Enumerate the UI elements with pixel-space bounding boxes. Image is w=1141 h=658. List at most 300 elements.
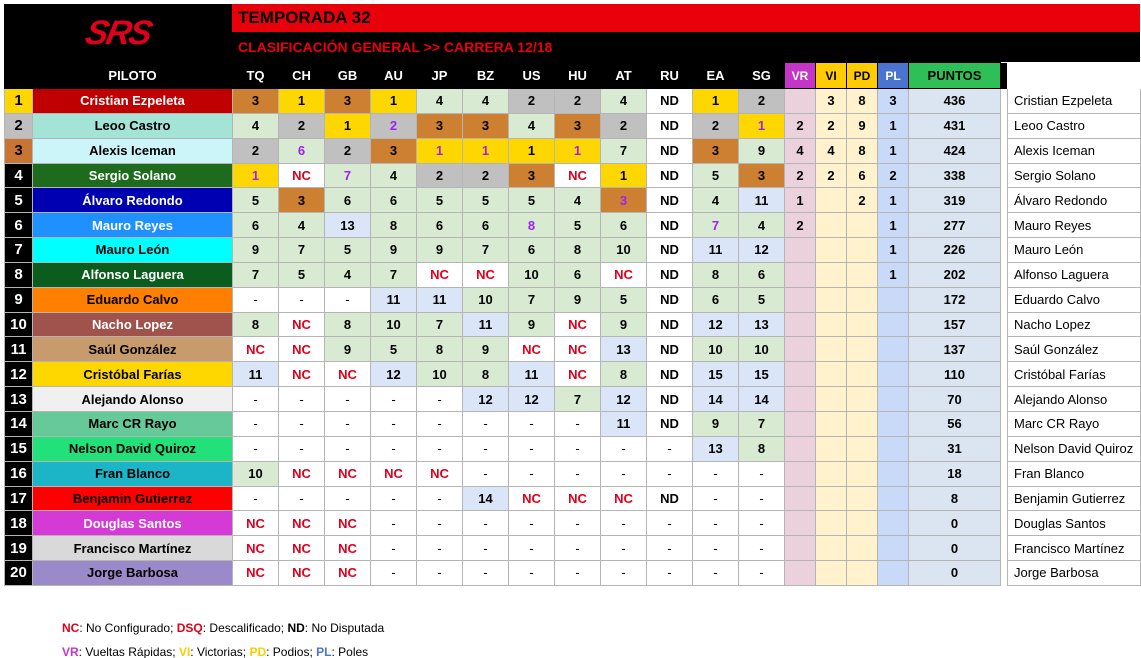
result-au: - — [371, 387, 417, 412]
poles-count: 1 — [878, 188, 909, 213]
wins-count — [816, 287, 847, 312]
podiums-count: 6 — [847, 163, 878, 188]
result-jp: 11 — [417, 287, 463, 312]
result-ru: ND — [647, 287, 693, 312]
result-tq: 2 — [233, 138, 279, 163]
result-us: 1 — [509, 138, 555, 163]
podiums-count — [847, 486, 878, 511]
table-row — [5, 163, 1141, 188]
driver-name: Álvaro Redondo — [33, 188, 233, 213]
result-ch: NC — [279, 312, 325, 337]
driver-name: Nacho Lopez — [33, 312, 233, 337]
result-sg: 13 — [739, 312, 785, 337]
standings-body — [5, 89, 1141, 586]
result-au: 5 — [371, 337, 417, 362]
driver-name: Leoo Castro — [33, 113, 233, 138]
driver-name: Alejando Alonso — [33, 387, 233, 412]
legend-abbr: DSQ — [176, 621, 203, 635]
fastest-laps-count — [785, 89, 816, 114]
result-tq: - — [233, 387, 279, 412]
result-tq: - — [233, 436, 279, 461]
col-race-gb: GB — [325, 63, 371, 89]
result-au: 2 — [371, 113, 417, 138]
result-ru: ND — [647, 238, 693, 263]
result-hu: - — [555, 411, 601, 436]
poles-count: 3 — [878, 89, 909, 114]
result-at: 10 — [601, 238, 647, 263]
points-total: 319 — [909, 188, 1001, 213]
result-at: 1 — [601, 163, 647, 188]
result-us: - — [509, 536, 555, 561]
result-tq: - — [233, 411, 279, 436]
result-tq: NC — [233, 561, 279, 586]
legend-abbr: VI — [178, 645, 191, 658]
result-ea: 1 — [693, 89, 739, 114]
table-row — [5, 312, 1141, 337]
driver-name: Cristian Ezpeleta — [33, 89, 233, 114]
position-cell: 13 — [5, 387, 33, 412]
result-tq: NC — [233, 337, 279, 362]
result-hu: - — [555, 536, 601, 561]
table-row — [5, 387, 1141, 412]
result-ch: - — [279, 287, 325, 312]
fastest-laps-count — [785, 486, 816, 511]
result-jp: 3 — [417, 113, 463, 138]
legend — [62, 616, 384, 658]
wins-count: 3 — [816, 89, 847, 114]
position-cell: 19 — [5, 536, 33, 561]
table-row — [5, 188, 1141, 213]
wins-count — [816, 213, 847, 238]
points-total: 431 — [909, 113, 1001, 138]
result-au: 8 — [371, 213, 417, 238]
result-ru: ND — [647, 163, 693, 188]
col-race-ea: EA — [693, 63, 739, 89]
points-total: 226 — [909, 238, 1001, 263]
result-us: NC — [509, 486, 555, 511]
result-gb: 6 — [325, 188, 371, 213]
points-total: 436 — [909, 89, 1001, 114]
result-ch: 2 — [279, 113, 325, 138]
position-cell: 16 — [5, 461, 33, 486]
podiums-count — [847, 461, 878, 486]
podiums-count — [847, 238, 878, 263]
fastest-laps-count — [785, 337, 816, 362]
result-ea: 12 — [693, 312, 739, 337]
position-cell: 8 — [5, 262, 33, 287]
result-ch: 1 — [279, 89, 325, 114]
poles-count: 1 — [878, 262, 909, 287]
driver-name: Benjamin Gutierrez — [33, 486, 233, 511]
result-gb: 9 — [325, 337, 371, 362]
poles-count — [878, 287, 909, 312]
result-sg: 6 — [739, 262, 785, 287]
col-vr: VR — [785, 63, 816, 89]
result-us: 8 — [509, 213, 555, 238]
legend-desc: : Podios; — [266, 645, 317, 658]
result-jp: 7 — [417, 312, 463, 337]
points-total: 424 — [909, 138, 1001, 163]
driver-name: Alexis Iceman — [33, 138, 233, 163]
table-row — [5, 113, 1141, 138]
result-sg: 14 — [739, 387, 785, 412]
result-gb: 8 — [325, 312, 371, 337]
result-ea: - — [693, 536, 739, 561]
fastest-laps-count: 4 — [785, 138, 816, 163]
driver-name-repeat: Mauro León — [1008, 238, 1141, 263]
result-hu: 6 — [555, 262, 601, 287]
result-us: 4 — [509, 113, 555, 138]
result-sg: 1 — [739, 113, 785, 138]
wins-count — [816, 188, 847, 213]
col-race-sg: SG — [739, 63, 785, 89]
result-bz: 3 — [463, 113, 509, 138]
position-cell: 7 — [5, 238, 33, 263]
driver-name-repeat: Benjamin Gutierrez — [1008, 486, 1141, 511]
result-au: - — [371, 411, 417, 436]
result-gb: NC — [325, 511, 371, 536]
result-hu: 2 — [555, 89, 601, 114]
driver-name-repeat: Sergio Solano — [1008, 163, 1141, 188]
driver-name-repeat: Álvaro Redondo — [1008, 188, 1141, 213]
table-row — [5, 461, 1141, 486]
result-hu: NC — [555, 362, 601, 387]
result-hu: 3 — [555, 113, 601, 138]
result-tq: 8 — [233, 312, 279, 337]
result-ru: ND — [647, 113, 693, 138]
legend-desc: : No Configurado; — [79, 621, 177, 635]
result-ru: - — [647, 536, 693, 561]
poles-count — [878, 337, 909, 362]
result-sg: - — [739, 561, 785, 586]
result-ru: ND — [647, 486, 693, 511]
wins-count — [816, 561, 847, 586]
col-race-jp: JP — [417, 63, 463, 89]
result-hu: 7 — [555, 387, 601, 412]
fastest-laps-count — [785, 461, 816, 486]
fastest-laps-count — [785, 238, 816, 263]
result-ch: 6 — [279, 138, 325, 163]
result-bz: 8 — [463, 362, 509, 387]
wins-count: 4 — [816, 138, 847, 163]
result-at: 2 — [601, 113, 647, 138]
position-cell: 20 — [5, 561, 33, 586]
wins-count — [816, 262, 847, 287]
result-us: - — [509, 411, 555, 436]
result-au: - — [371, 511, 417, 536]
result-ru: - — [647, 561, 693, 586]
result-hu: NC — [555, 486, 601, 511]
legend-line-stats — [62, 640, 384, 658]
podiums-count: 2 — [847, 188, 878, 213]
wins-count — [816, 411, 847, 436]
position-cell: 12 — [5, 362, 33, 387]
result-ea: 7 — [693, 213, 739, 238]
driver-name: Eduardo Calvo — [33, 287, 233, 312]
legend-line-results — [62, 616, 384, 640]
legend-abbr: ND — [287, 621, 305, 635]
result-tq: 4 — [233, 113, 279, 138]
result-hu: NC — [555, 163, 601, 188]
result-jp: 6 — [417, 213, 463, 238]
result-au: 3 — [371, 138, 417, 163]
legend-abbr: VR — [62, 645, 79, 658]
result-us: 6 — [509, 238, 555, 263]
podiums-count — [847, 387, 878, 412]
col-race-ch: CH — [279, 63, 325, 89]
points-total: 70 — [909, 387, 1001, 412]
result-jp: 10 — [417, 362, 463, 387]
points-total: 31 — [909, 436, 1001, 461]
result-gb: - — [325, 387, 371, 412]
result-at: 9 — [601, 312, 647, 337]
result-at: 7 — [601, 138, 647, 163]
result-ru: ND — [647, 411, 693, 436]
wins-count — [816, 536, 847, 561]
result-au: 7 — [371, 262, 417, 287]
result-ru: ND — [647, 362, 693, 387]
result-gb: - — [325, 411, 371, 436]
result-ch: NC — [279, 536, 325, 561]
fastest-laps-count: 2 — [785, 213, 816, 238]
points-total: 137 — [909, 337, 1001, 362]
driver-name-repeat: Nacho Lopez — [1008, 312, 1141, 337]
result-gb: 4 — [325, 262, 371, 287]
table-row — [5, 436, 1141, 461]
result-gb: - — [325, 287, 371, 312]
fastest-laps-count — [785, 312, 816, 337]
result-hu: 1 — [555, 138, 601, 163]
result-at: - — [601, 436, 647, 461]
result-jp: - — [417, 411, 463, 436]
result-hu: - — [555, 561, 601, 586]
driver-name-repeat: Marc CR Rayo — [1008, 411, 1141, 436]
result-tq: 11 — [233, 362, 279, 387]
result-au: 11 — [371, 287, 417, 312]
result-sg: 12 — [739, 238, 785, 263]
fastest-laps-count — [785, 362, 816, 387]
result-sg: - — [739, 486, 785, 511]
result-ea: 3 — [693, 138, 739, 163]
result-sg: 5 — [739, 287, 785, 312]
col-piloto: PILOTO — [33, 63, 233, 89]
result-gb: 1 — [325, 113, 371, 138]
result-ru: ND — [647, 213, 693, 238]
result-tq: NC — [233, 511, 279, 536]
result-bz: 1 — [463, 138, 509, 163]
poles-count — [878, 536, 909, 561]
result-hu: NC — [555, 337, 601, 362]
table-row — [5, 411, 1141, 436]
result-ru: ND — [647, 387, 693, 412]
result-ea: - — [693, 461, 739, 486]
result-jp: - — [417, 486, 463, 511]
result-jp: 1 — [417, 138, 463, 163]
table-row — [5, 138, 1141, 163]
table-row — [5, 362, 1141, 387]
wins-count: 2 — [816, 163, 847, 188]
poles-count — [878, 411, 909, 436]
result-au: 4 — [371, 163, 417, 188]
result-ch: 7 — [279, 238, 325, 263]
season-title: TEMPORADA 32 — [232, 4, 1140, 32]
result-ch: - — [279, 486, 325, 511]
poles-count — [878, 561, 909, 586]
points-total: 18 — [909, 461, 1001, 486]
result-ru: - — [647, 461, 693, 486]
result-ea: 10 — [693, 337, 739, 362]
result-gb: NC — [325, 536, 371, 561]
table-row — [5, 213, 1141, 238]
result-bz: - — [463, 436, 509, 461]
result-au: - — [371, 436, 417, 461]
podiums-count: 8 — [847, 138, 878, 163]
result-ch: NC — [279, 461, 325, 486]
result-jp: NC — [417, 461, 463, 486]
result-gb: - — [325, 486, 371, 511]
wins-count — [816, 436, 847, 461]
driver-name-repeat: Cristian Ezpeleta — [1008, 89, 1141, 114]
result-ch: 5 — [279, 262, 325, 287]
result-tq: 3 — [233, 89, 279, 114]
result-us: - — [509, 511, 555, 536]
points-total: 110 — [909, 362, 1001, 387]
result-sg: 4 — [739, 213, 785, 238]
result-ch: - — [279, 411, 325, 436]
position-cell: 10 — [5, 312, 33, 337]
result-at: 4 — [601, 89, 647, 114]
result-ea: 2 — [693, 113, 739, 138]
result-bz: 2 — [463, 163, 509, 188]
driver-name: Mauro León — [33, 238, 233, 263]
table-row — [5, 89, 1141, 114]
podiums-count — [847, 411, 878, 436]
result-gb: 13 — [325, 213, 371, 238]
standings-sheet — [4, 4, 1140, 586]
result-jp: - — [417, 561, 463, 586]
result-ea: 15 — [693, 362, 739, 387]
col-race-au: AU — [371, 63, 417, 89]
result-ea: 11 — [693, 238, 739, 263]
result-ch: - — [279, 436, 325, 461]
driver-name-repeat: Mauro Reyes — [1008, 213, 1141, 238]
legend-abbr: NC — [62, 621, 80, 635]
fastest-laps-count — [785, 436, 816, 461]
result-ru: ND — [647, 312, 693, 337]
driver-name-repeat: Fran Blanco — [1008, 461, 1141, 486]
result-hu: 4 — [555, 188, 601, 213]
result-ru: ND — [647, 89, 693, 114]
position-cell: 6 — [5, 213, 33, 238]
position-cell: 11 — [5, 337, 33, 362]
result-au: 9 — [371, 238, 417, 263]
result-us: 10 — [509, 262, 555, 287]
result-ch: 3 — [279, 188, 325, 213]
driver-name: Alfonso Laguera — [33, 262, 233, 287]
result-bz: - — [463, 536, 509, 561]
result-gb: NC — [325, 561, 371, 586]
col-race-us: US — [509, 63, 555, 89]
result-hu: - — [555, 461, 601, 486]
result-tq: 10 — [233, 461, 279, 486]
result-tq: - — [233, 486, 279, 511]
points-total: 0 — [909, 536, 1001, 561]
result-bz: 14 — [463, 486, 509, 511]
poles-count — [878, 511, 909, 536]
result-gb: 2 — [325, 138, 371, 163]
position-cell: 17 — [5, 486, 33, 511]
col-race-bz: BZ — [463, 63, 509, 89]
position-cell: 4 — [5, 163, 33, 188]
result-sg: 3 — [739, 163, 785, 188]
col-race-hu: HU — [555, 63, 601, 89]
position-cell: 3 — [5, 138, 33, 163]
result-ru: ND — [647, 138, 693, 163]
result-hu: NC — [555, 312, 601, 337]
result-tq: - — [233, 287, 279, 312]
result-bz: 11 — [463, 312, 509, 337]
result-us: 12 — [509, 387, 555, 412]
poles-count — [878, 436, 909, 461]
result-hu: - — [555, 436, 601, 461]
result-sg: - — [739, 536, 785, 561]
result-au: 10 — [371, 312, 417, 337]
result-bz: - — [463, 561, 509, 586]
result-tq: NC — [233, 536, 279, 561]
result-sg: 8 — [739, 436, 785, 461]
table-row — [5, 486, 1141, 511]
table-row — [5, 511, 1141, 536]
points-total: 157 — [909, 312, 1001, 337]
result-ea: 8 — [693, 262, 739, 287]
result-at: 6 — [601, 213, 647, 238]
result-ea: - — [693, 486, 739, 511]
position-cell: 15 — [5, 436, 33, 461]
result-ea: - — [693, 511, 739, 536]
result-jp: 2 — [417, 163, 463, 188]
poles-count: 1 — [878, 238, 909, 263]
result-bz: 7 — [463, 238, 509, 263]
fastest-laps-count: 2 — [785, 163, 816, 188]
result-bz: - — [463, 461, 509, 486]
result-ru: - — [647, 511, 693, 536]
result-au: 6 — [371, 188, 417, 213]
result-ea: 9 — [693, 411, 739, 436]
legend-desc: : No Disputada — [304, 621, 385, 635]
result-hu: 8 — [555, 238, 601, 263]
col-race-at: AT — [601, 63, 647, 89]
result-gb: NC — [325, 461, 371, 486]
result-us: NC — [509, 337, 555, 362]
driver-name: Jorge Barbosa — [33, 561, 233, 586]
driver-name-repeat: Douglas Santos — [1008, 511, 1141, 536]
fastest-laps-count — [785, 411, 816, 436]
driver-name-repeat: Francisco Martínez — [1008, 536, 1141, 561]
result-ea: 4 — [693, 188, 739, 213]
result-jp: - — [417, 436, 463, 461]
result-ch: NC — [279, 561, 325, 586]
poles-count — [878, 312, 909, 337]
result-sg: 7 — [739, 411, 785, 436]
result-ch: NC — [279, 362, 325, 387]
result-ru: ND — [647, 262, 693, 287]
result-hu: 5 — [555, 213, 601, 238]
podiums-count — [847, 511, 878, 536]
wins-count: 2 — [816, 113, 847, 138]
podiums-count — [847, 436, 878, 461]
driver-name-repeat: Jorge Barbosa — [1008, 561, 1141, 586]
header-row — [5, 63, 1141, 89]
